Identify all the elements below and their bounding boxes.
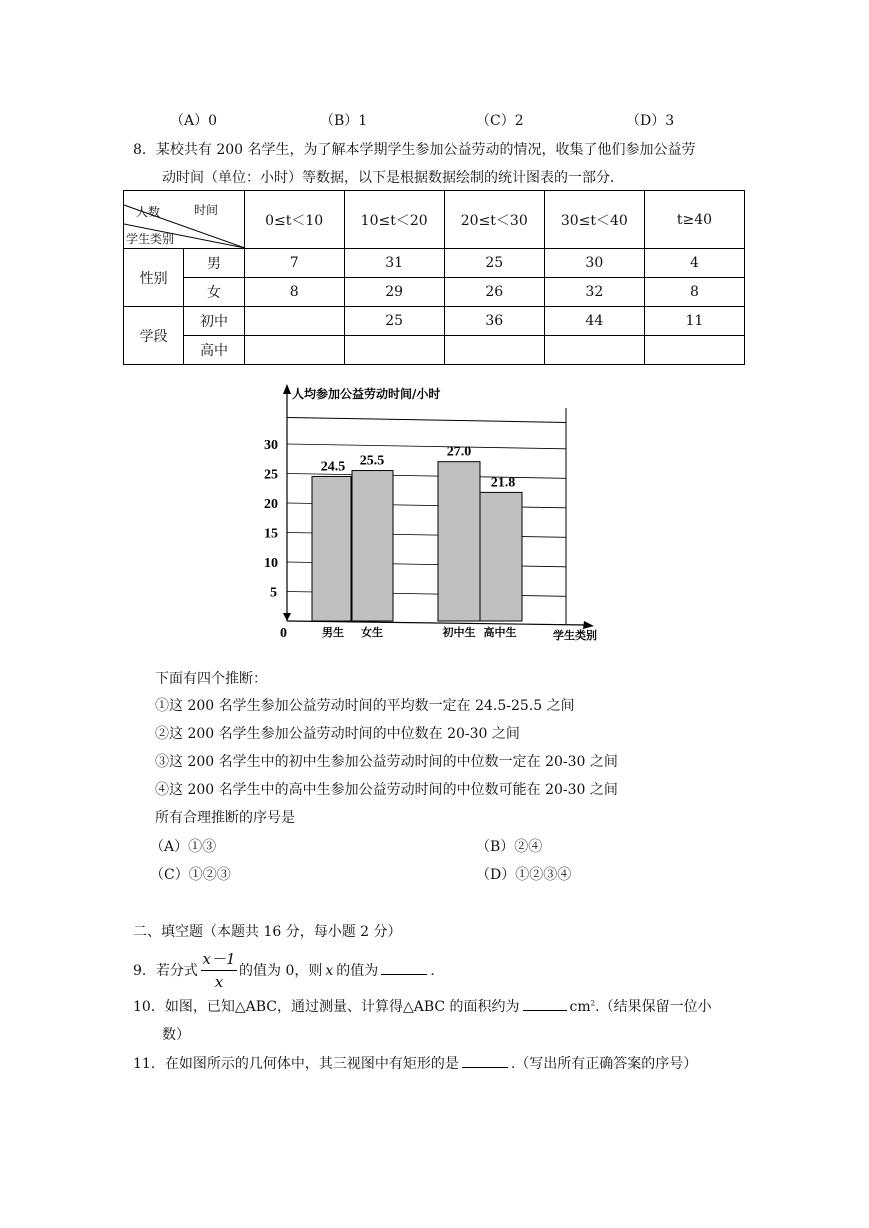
column-header: 10≤t＜20 xyxy=(344,191,444,249)
table-row xyxy=(124,336,745,365)
q8-option-a: （A）①③ xyxy=(150,839,217,855)
q8-stem-line2: 动时间（单位：小时）等数据，以下是根据数据绘制的统计图表的一部分. xyxy=(162,170,615,186)
table-cell: 25 xyxy=(444,249,544,278)
table-row xyxy=(124,278,745,307)
bar xyxy=(480,492,522,621)
y-tick-label: 15 xyxy=(264,526,278,542)
q11-answer-blank[interactable] xyxy=(462,1067,508,1068)
section2-heading: 二、填空题（本题共 16 分，每小题 2 分） xyxy=(133,924,402,940)
table-cell: 7 xyxy=(244,249,344,278)
table-cell: 44 xyxy=(544,307,644,336)
q9-suffix: 的值为 xyxy=(336,963,379,979)
y-axis-label: 人均参加公益劳动时间/小时 xyxy=(292,387,441,401)
y-axis-arrow xyxy=(283,613,291,621)
q7-option-c: （C）2 xyxy=(476,113,524,129)
q9-denominator: x xyxy=(214,973,224,991)
table-cell: 30 xyxy=(544,249,644,278)
y-tick-label: 20 xyxy=(264,497,278,512)
row-label: 女 xyxy=(184,278,244,307)
table-cell: 4 xyxy=(644,249,744,278)
q7-option-a: （A）0 xyxy=(170,113,218,129)
table-cell: 31 xyxy=(344,249,444,278)
q11-text-a: 11．在如图所示的几何体中，其三视图中有矩形的是 xyxy=(133,1056,459,1072)
q9-rest xyxy=(239,960,435,980)
y-tick-label: 5 xyxy=(270,585,277,601)
x-category-label: 男生 xyxy=(322,626,344,639)
inference-question: 所有合理推断的序号是 xyxy=(155,810,295,826)
table-cell xyxy=(544,336,644,365)
table-cell xyxy=(444,336,544,365)
inference-3: ③这 200 名学生中的初中生参加公益劳动时间的中位数一定在 20-30 之间 xyxy=(155,754,618,770)
inference-intro: 下面有四个推断： xyxy=(155,671,267,687)
row-label: 男 xyxy=(184,249,244,278)
table-cell: 8 xyxy=(644,278,744,307)
q10-unit: cm xyxy=(569,999,591,1015)
x-axis-arrow xyxy=(583,621,594,629)
table-corner-cell xyxy=(124,191,245,249)
inference-2: ②这 200 名学生参加公益劳动时间的中位数在 20-30 之间 xyxy=(155,726,520,742)
q9-fraction xyxy=(201,948,237,991)
table-row xyxy=(124,249,745,278)
x-category-label: 初中生 xyxy=(442,626,476,639)
column-header: t≥40 xyxy=(644,191,744,249)
q9-answer-blank[interactable] xyxy=(381,974,427,975)
table-cell xyxy=(244,307,344,336)
bar xyxy=(438,462,480,621)
bar-value-label: 27.0 xyxy=(446,444,472,460)
group-label-stage: 学段 xyxy=(124,307,184,365)
corner-label-time: 时间 xyxy=(194,203,219,217)
q7-option-b: （B）1 xyxy=(320,113,368,129)
q9-var: x xyxy=(325,963,334,979)
q8-option-b: （B）②④ xyxy=(476,839,543,855)
table-cell xyxy=(244,336,344,365)
y-tick-label: 0 xyxy=(280,626,287,641)
table-cell: 32 xyxy=(544,278,644,307)
statistics-table xyxy=(123,190,745,365)
q9-prefix: 9．若分式 xyxy=(133,963,198,979)
bar-value-label: 21.8 xyxy=(490,475,516,491)
column-header: 30≤t＜40 xyxy=(544,191,644,249)
q11-text-b: .（写出所有正确答案的序号） xyxy=(510,1056,698,1072)
corner-label-type: 学生类别 xyxy=(126,232,175,246)
corner-label-people: 人数 xyxy=(136,205,161,219)
q8-option-c: （C）①②③ xyxy=(150,867,231,883)
q7-option-d: （D）3 xyxy=(626,113,675,129)
row-label: 初中 xyxy=(184,307,244,336)
q10-answer-blank[interactable] xyxy=(523,1010,567,1011)
table-cell: 25 xyxy=(344,307,444,336)
table-cell xyxy=(344,336,444,365)
inference-1: ①这 200 名学生参加公益劳动时间的平均数一定在 24.5-25.5 之间 xyxy=(155,698,575,714)
bar-value-label: 24.5 xyxy=(320,459,346,475)
chart-top-border xyxy=(287,417,566,422)
q9-numerator: x－1 xyxy=(201,948,237,971)
q9-end: . xyxy=(430,963,435,979)
x-axis xyxy=(287,621,588,625)
grid-line xyxy=(287,444,566,449)
q8-option-d: （D）①②③④ xyxy=(476,867,572,883)
column-header: 0≤t＜10 xyxy=(244,191,344,249)
y-tick-label: 25 xyxy=(264,467,278,483)
y-tick-label: 10 xyxy=(264,556,278,571)
y-tick-label: 30 xyxy=(264,438,278,453)
table-row xyxy=(124,307,745,336)
table-cell: 29 xyxy=(344,278,444,307)
q10-text-b: .（结果保留一位小 xyxy=(595,999,712,1015)
bar xyxy=(352,471,393,621)
table-cell xyxy=(644,336,744,365)
q8-stem-line1: 8．某校共有 200 名学生，为了解本学期学生参加公益劳动的情况，收集了他们参加公益劳 xyxy=(133,142,696,158)
column-header: 20≤t＜30 xyxy=(444,191,544,249)
inference-4: ④这 200 名学生中的高中生参加公益劳动时间的中位数可能在 20-30 之间 xyxy=(155,782,618,798)
x-axis-label: 学生类别 xyxy=(553,629,597,642)
q10-unit-sup: 2 xyxy=(590,999,596,1008)
bar-value-label: 25.5 xyxy=(359,453,385,469)
table-cell: 26 xyxy=(444,278,544,307)
x-category-label: 女生 xyxy=(361,626,383,639)
q10-text-a: 10．如图，已知△ABC，通过测量、计算得△ABC 的面积约为 xyxy=(133,999,520,1015)
y-axis-arrow-top xyxy=(283,384,291,394)
table-cell: 11 xyxy=(644,307,744,336)
table-cell: 8 xyxy=(244,278,344,307)
row-label: 高中 xyxy=(184,336,244,365)
table-cell: 36 xyxy=(444,307,544,336)
q9-mid: 的值为 0，则 xyxy=(239,963,323,979)
q11-line xyxy=(133,1053,697,1073)
bar-chart xyxy=(250,378,620,648)
x-category-label: 高中生 xyxy=(483,626,517,639)
q10-line1 xyxy=(133,996,712,1016)
group-label-gender: 性别 xyxy=(124,249,184,307)
q10-line2: 数） xyxy=(162,1027,190,1043)
bar xyxy=(312,476,351,621)
